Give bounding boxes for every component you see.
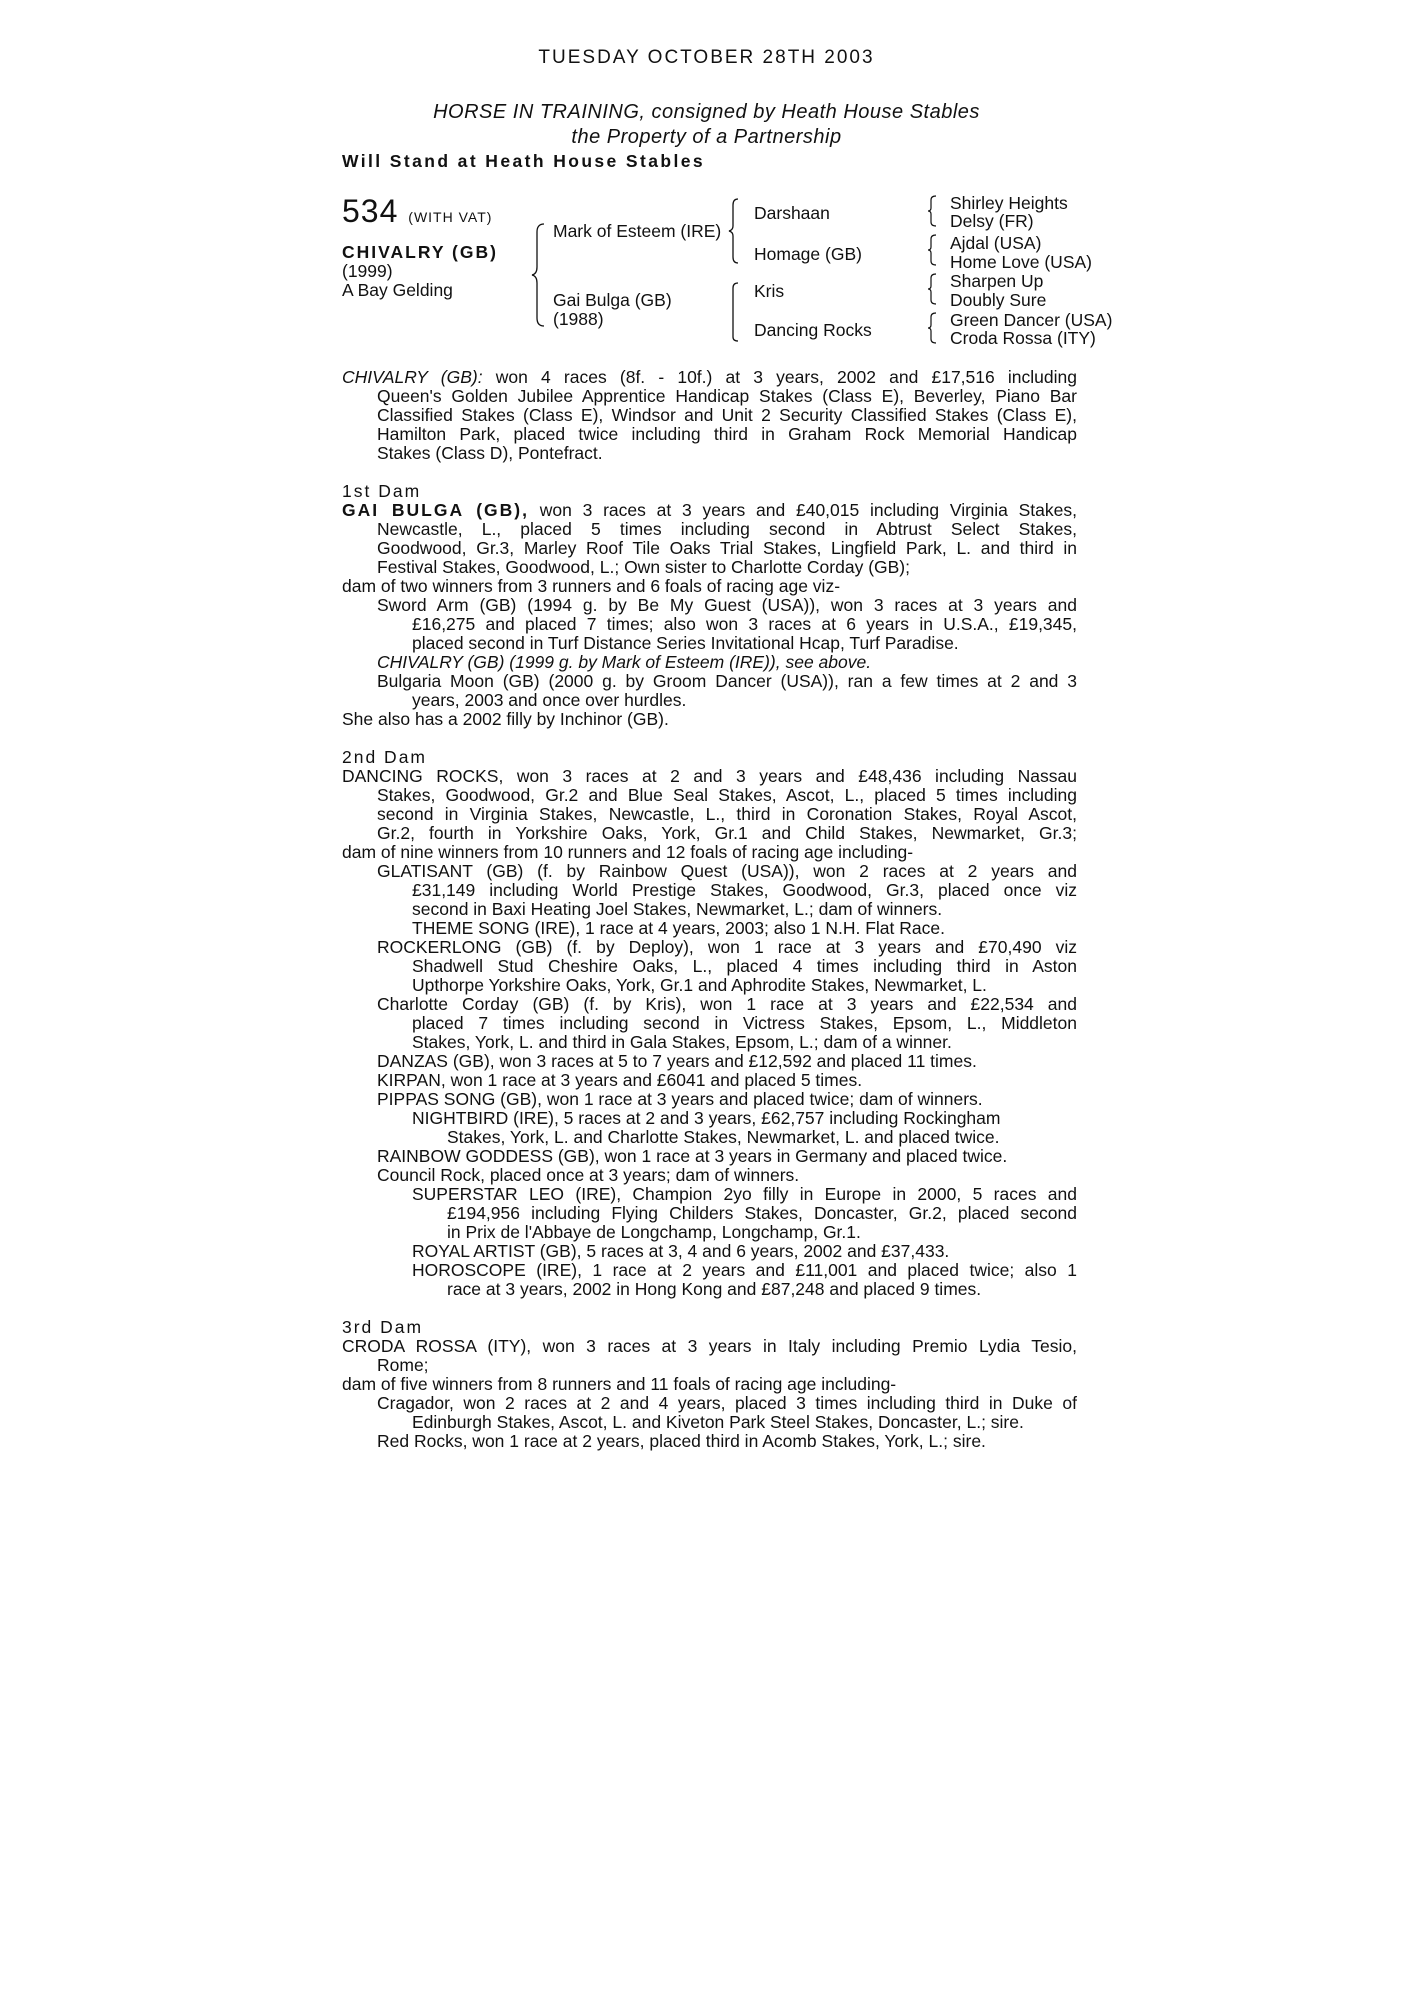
text-line: Edinburgh Stakes, Ascot, L. and Kiveton Park Steel Stakes, Doncaster, L.; sire.	[412, 1412, 1024, 1432]
section-heading-1st-dam: 1st Dam	[342, 481, 422, 501]
text-line: second in Virginia Stakes, Newcastle, L., third in Coronation Stakes, Royal Ascot,	[377, 804, 1077, 824]
lot-number-value: 534	[342, 193, 399, 229]
text-line	[342, 653, 1077, 672]
will-stand-line: Will Stand at Heath House Stables	[342, 151, 705, 171]
text-line: Sword Arm (GB) (1994 g. by Be My Guest (USA)), won 3 races at 3 years and	[377, 595, 1077, 615]
text-line: race at 3 years, 2002 in Hong Kong and £87,248 and placed 9 times.	[447, 1279, 982, 1299]
text-line: Goodwood, Gr.3, Marley Roof Tile Oaks Trial Stakes, Lingfield Park, L. and third in	[377, 538, 1077, 558]
vat-label: (WITH VAT)	[408, 209, 493, 225]
second-dam-section	[342, 748, 1077, 1299]
first-dam-section	[342, 482, 1077, 729]
horse-name-ref: CHIVALRY (GB):	[342, 367, 483, 387]
horse-name: CHIVALRY (GB)	[342, 242, 498, 262]
text-line: second in Baxi Heating Joel Stakes, Newmarket, L.; dam of winners.	[412, 899, 943, 919]
text-line: placed 7 times including second in Victress Stakes, Epsom, L., Middleton	[412, 1013, 1077, 1033]
ancestor-3: Ajdal (USA)	[950, 233, 1042, 253]
text-line: PIPPAS SONG (GB), won 1 race at 3 years and placed twice; dam of winners.	[377, 1089, 983, 1109]
text-line: Stakes, York, L. and Charlotte Stakes, Newmarket, L. and placed twice.	[447, 1127, 1000, 1147]
text-line: Stakes, Goodwood, Gr.2 and Blue Seal Stakes, Ascot, L., placed 5 times including	[377, 785, 1077, 805]
text-line: £16,275 and placed 7 times; also won 3 races at 6 years in U.S.A., £19,345,	[412, 614, 1077, 634]
third-dam-section	[342, 1318, 1077, 1451]
text-line: THEME SONG (IRE), 1 race at 4 years, 2003; also 1 N.H. Flat Race.	[412, 918, 945, 938]
ancestor-2: Delsy (FR)	[950, 211, 1034, 231]
text-line: Charlotte Corday (GB) (f. by Kris), won 1 race at 3 years and £22,534 and	[377, 994, 1077, 1014]
text-line: placed second in Turf Distance Series Invitational Hcap, Turf Paradise.	[412, 633, 959, 653]
text-line: Bulgaria Moon (GB) (2000 g. by Groom Dancer (USA)), ran a few times at 2 and 3	[377, 671, 1077, 691]
ancestor-8: Croda Rossa (ITY)	[950, 328, 1096, 348]
text-line: ROYAL ARTIST (GB), 5 races at 3, 4 and 6 years, 2002 and £37,433.	[412, 1241, 950, 1261]
dam-name-ref: GAI BULGA (GB),	[342, 500, 529, 520]
text-line: Hamilton Park, placed twice including third in Graham Rock Memorial Handicap	[377, 424, 1077, 444]
text-line: ROCKERLONG (GB) (f. by Deploy), won 1 race at 3 years and £70,490 viz	[377, 937, 1077, 957]
text-line: Queen's Golden Jubilee Apprentice Handicap Stakes (Class E), Beverley, Piano Bar	[377, 386, 1077, 406]
pedigree-brace-g2	[926, 233, 938, 267]
text-line: GLATISANT (GB) (f. by Rainbow Quest (USA)), won 2 races at 2 years and	[377, 861, 1077, 881]
text-line: KIRPAN, won 1 race at 3 years and £6041 and placed 5 times.	[377, 1070, 863, 1090]
text-span: won 3 races at 3 years and £40,015 including Virginia Stakes,	[539, 500, 1077, 520]
ancestor-1: Shirley Heights	[950, 193, 1068, 213]
text-line: DANZAS (GB), won 3 races at 5 to 7 years and £12,592 and placed 11 times.	[377, 1051, 977, 1071]
text-line: dam of five winners from 8 runners and 11 foals of racing age including-	[342, 1374, 897, 1394]
ancestor-4: Home Love (USA)	[950, 252, 1092, 272]
text-line: Newcastle, L., placed 5 times including second in Abtrust Select Stakes,	[377, 519, 1077, 539]
property-line: the Property of a Partnership	[571, 126, 842, 148]
text-line: years, 2003 and once over hurdles.	[412, 690, 687, 710]
text-line: DANCING ROCKS, won 3 races at 2 and 3 years and £48,436 including Nassau	[342, 766, 1077, 786]
text-line: Rome;	[377, 1355, 429, 1375]
text-line: dam of two winners from 3 runners and 6 foals of racing age viz-	[342, 576, 841, 596]
text-span: CHIVALRY (GB) (1999 g. by Mark of Esteem (IRE)), see above.	[377, 652, 872, 672]
text-line: £31,149 including World Prestige Stakes, Goodwood, Gr.3, placed once viz	[412, 880, 1077, 900]
dam-dam-name: Dancing Rocks	[754, 320, 872, 340]
consignment-line: HORSE IN TRAINING, consigned by Heath House Stables	[433, 101, 980, 123]
horse-year: (1999)	[342, 261, 393, 281]
text-line: Red Rocks, won 1 race at 2 years, placed third in Acomb Stakes, York, L.; sire.	[377, 1431, 986, 1451]
text-line: Shadwell Stud Cheshire Oaks, L., placed 4 times including third in Aston	[412, 956, 1077, 976]
text-line: dam of nine winners from 10 runners and 12 foals of racing age including-	[342, 842, 914, 862]
pedigree-brace-g1	[926, 194, 938, 228]
ancestor-5: Sharpen Up	[950, 271, 1044, 291]
ancestor-6: Doubly Sure	[950, 290, 1047, 310]
horse-description: A Bay Gelding	[342, 280, 453, 300]
horse-record	[342, 368, 1077, 463]
sale-date: TUESDAY OCTOBER 28TH 2003	[538, 47, 875, 68]
pedigree-brace-sire	[727, 197, 741, 265]
text-span: won 4 races (8f. - 10f.) at 3 years, 2002 and £17,516 including	[495, 367, 1077, 387]
pedigree-brace-g3	[926, 272, 938, 306]
text-line: Gr.2, fourth in Yorkshire Oaks, York, Gr.1 and Child Stakes, Newmarket, Gr.3;	[377, 823, 1077, 843]
sire-sire-name: Darshaan	[754, 203, 830, 223]
lot-number	[342, 194, 492, 234]
text-line: Classified Stakes (Class E), Windsor and Unit 2 Security Classified Stakes (Class E),	[377, 405, 1077, 425]
pedigree-brace-dam	[727, 281, 741, 343]
text-line: She also has a 2002 filly by Inchinor (GB).	[342, 709, 669, 729]
sire-dam-name: Homage (GB)	[754, 244, 862, 264]
text-line: in Prix de l'Abbaye de Longchamp, Longchamp, Gr.1.	[447, 1222, 861, 1242]
text-line: HOROSCOPE (IRE), 1 race at 2 years and £11,001 and placed twice; also 1	[412, 1260, 1077, 1280]
text-line: Upthorpe Yorkshire Oaks, York, Gr.1 and Aphrodite Stakes, Newmarket, L.	[412, 975, 987, 995]
text-line: £194,956 including Flying Childers Stakes, Doncaster, Gr.2, placed second	[447, 1203, 1077, 1223]
text-line: Stakes, York, L. and third in Gala Stakes, Epsom, L.; dam of a winner.	[412, 1032, 952, 1052]
text-line	[342, 368, 1077, 387]
text-line: Council Rock, placed once at 3 years; dam of winners.	[377, 1165, 800, 1185]
dam-name: Gai Bulga (GB)	[553, 290, 672, 310]
text-line: Stakes (Class D), Pontefract.	[377, 443, 603, 463]
dam-sire-name: Kris	[754, 281, 785, 301]
text-line: NIGHTBIRD (IRE), 5 races at 2 and 3 years, £62,757 including Rockingham	[412, 1108, 1001, 1128]
section-heading-2nd-dam: 2nd Dam	[342, 747, 428, 767]
section-heading-3rd-dam: 3rd Dam	[342, 1317, 424, 1337]
pedigree-brace-g4	[926, 311, 938, 345]
text-line: SUPERSTAR LEO (IRE), Champion 2yo filly in Europe in 2000, 5 races and	[412, 1184, 1077, 1204]
text-line: Festival Stakes, Goodwood, L.; Own sister to Charlotte Corday (GB);	[377, 557, 910, 577]
dam-year: (1988)	[553, 309, 604, 329]
text-line: CRODA ROSSA (ITY), won 3 races at 3 years in Italy including Premio Lydia Tesio,	[342, 1336, 1077, 1356]
pedigree-brace-main	[530, 222, 548, 328]
text-line: Cragador, won 2 races at 2 and 4 years, placed 3 times including third in Duke of	[377, 1393, 1077, 1413]
sire-name: Mark of Esteem (IRE)	[553, 221, 722, 241]
text-line: RAINBOW GODDESS (GB), won 1 race at 3 years in Germany and placed twice.	[377, 1146, 1008, 1166]
ancestor-7: Green Dancer (USA)	[950, 310, 1113, 330]
text-line	[342, 501, 1077, 520]
